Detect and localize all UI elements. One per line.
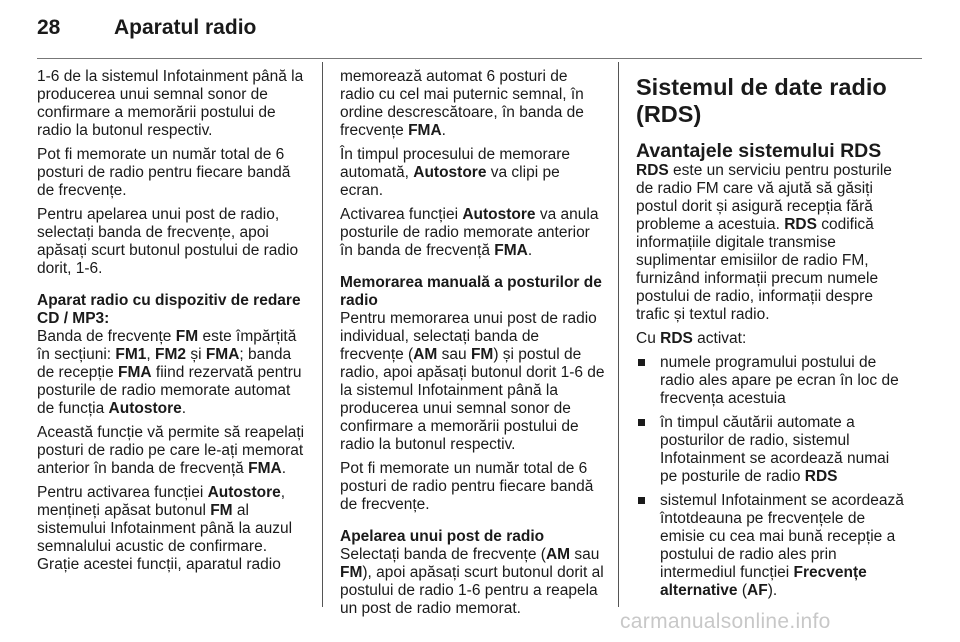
paragraph: În timpul procesului de memorare automată, Autostore va clipi pe ecran. — [340, 146, 571, 199]
paragraph: Activarea funcției Autostore va anula posturile de radio memorate anterior în banda de frecvență FMA. — [340, 206, 599, 259]
rds-feature-list — [636, 354, 908, 600]
page-header — [37, 16, 256, 50]
watermark: carmanualsonline.info — [620, 610, 831, 633]
subsection-heading-rds-advantages: Avantajele sistemului RDS — [636, 140, 882, 162]
bullet-icon — [638, 419, 645, 426]
column-divider-2 — [618, 62, 619, 607]
paragraph: memorează automat 6 posturi de radio cu cel mai puternic semnal, în ordine descrescătoare, în banda de frecvențe FMA. — [340, 68, 584, 139]
paragraph: Pentru memorarea unui post de radio individual, selectați banda de frecvențe (AM sau FM) și postul de radio, apoi apăsați butonul dorit 1-6 de la sistemul Infotainment până la producerea unui semnal sonor de confirmare a memorării postului de radio la butonul respectiv. — [340, 310, 605, 453]
paragraph: Această funcție vă permite să reapelați posturi de radio pe care le-ați memorat anterior în banda de frecvență FMA. — [37, 424, 305, 477]
page-number: 28 — [37, 16, 61, 39]
list-item: sistemul Infotainment se acordează întotdeauna pe frecvențele de emisie cu cea mai bună recepție a postului de radio ales prin intermediul funcției Frecvențe alternative (AF). — [636, 492, 908, 600]
bullet-icon — [638, 497, 645, 504]
page-title: Aparatul radio — [114, 16, 257, 39]
paragraph: Pot fi memorate un număr total de 6 posturi de radio pentru fiecare bandă de frecvențe. — [37, 146, 291, 199]
subheading-manual-memory: Memorarea manuală a posturilor de radio — [340, 274, 602, 309]
paragraph: Banda de frecvențe FM este împărțită în secțiuni: FM1, FM2 și FMA; banda de recepție FMA fiind rezervată pentru posturile de radio memorate automat de funcția Autostore. — [37, 328, 302, 417]
paragraph: 1-6 de la sistemul Infotainment până la producerea unui semnal sonor de confirmare a memorării postului de radio la butonul respectiv. — [37, 68, 304, 139]
section-heading-rds: Sistemul de date radio (RDS) — [636, 74, 887, 127]
paragraph: Pot fi memorate un număr total de 6 posturi de radio pentru fiecare bandă de frecvențe. — [340, 460, 594, 513]
column-1 — [37, 68, 309, 580]
paragraph: RDS este un serviciu pentru posturile de radio FM care vă ajută să găsiți postul dorit și asigură recepția fără probleme a acestuia. RDS codifică informațiile digitale transmise suplimentar emisiilor de radio FM, furnizând informații precum numele postului de radio, informații despre trafic și textul radio. — [636, 162, 892, 323]
list-item: numele programului postului de radio ales apare pe ecran în loc de frecvența acestuia — [636, 354, 908, 408]
subheading-call-station: Apelarea unui post de radio — [340, 528, 545, 545]
header-rule — [37, 58, 922, 59]
paragraph: Selectați banda de frecvențe (AM sau FM), apoi apăsați scurt butonul dorit al postului de radio 1-6 pentru a reapela un post de radio memorat. — [340, 546, 604, 617]
column-2 — [340, 68, 606, 624]
column-3 — [636, 70, 908, 606]
column-divider-1 — [322, 62, 323, 607]
bullet-icon — [638, 359, 645, 366]
paragraph: Cu RDS activat: — [636, 330, 747, 347]
list-item: în timpul căutării automate a posturilor de radio, sistemul Infotainment se acordează numai pe posturile de radio RDS — [636, 414, 908, 486]
paragraph: Pentru apelarea unui post de radio, selectați banda de frecvențe, apoi apăsați scurt butonul postului de radio dorit, 1-6. — [37, 206, 299, 277]
paragraph: Pentru activarea funcției Autostore, mențineți apăsat butonul FM al sistemului Infotainment până la auzul semnalului acustic de confirmare. Grație acestei funcții, aparatul radio — [37, 484, 293, 573]
subheading-cd-mp3: Aparat radio cu dispozitiv de redare CD / MP3: — [37, 292, 301, 327]
